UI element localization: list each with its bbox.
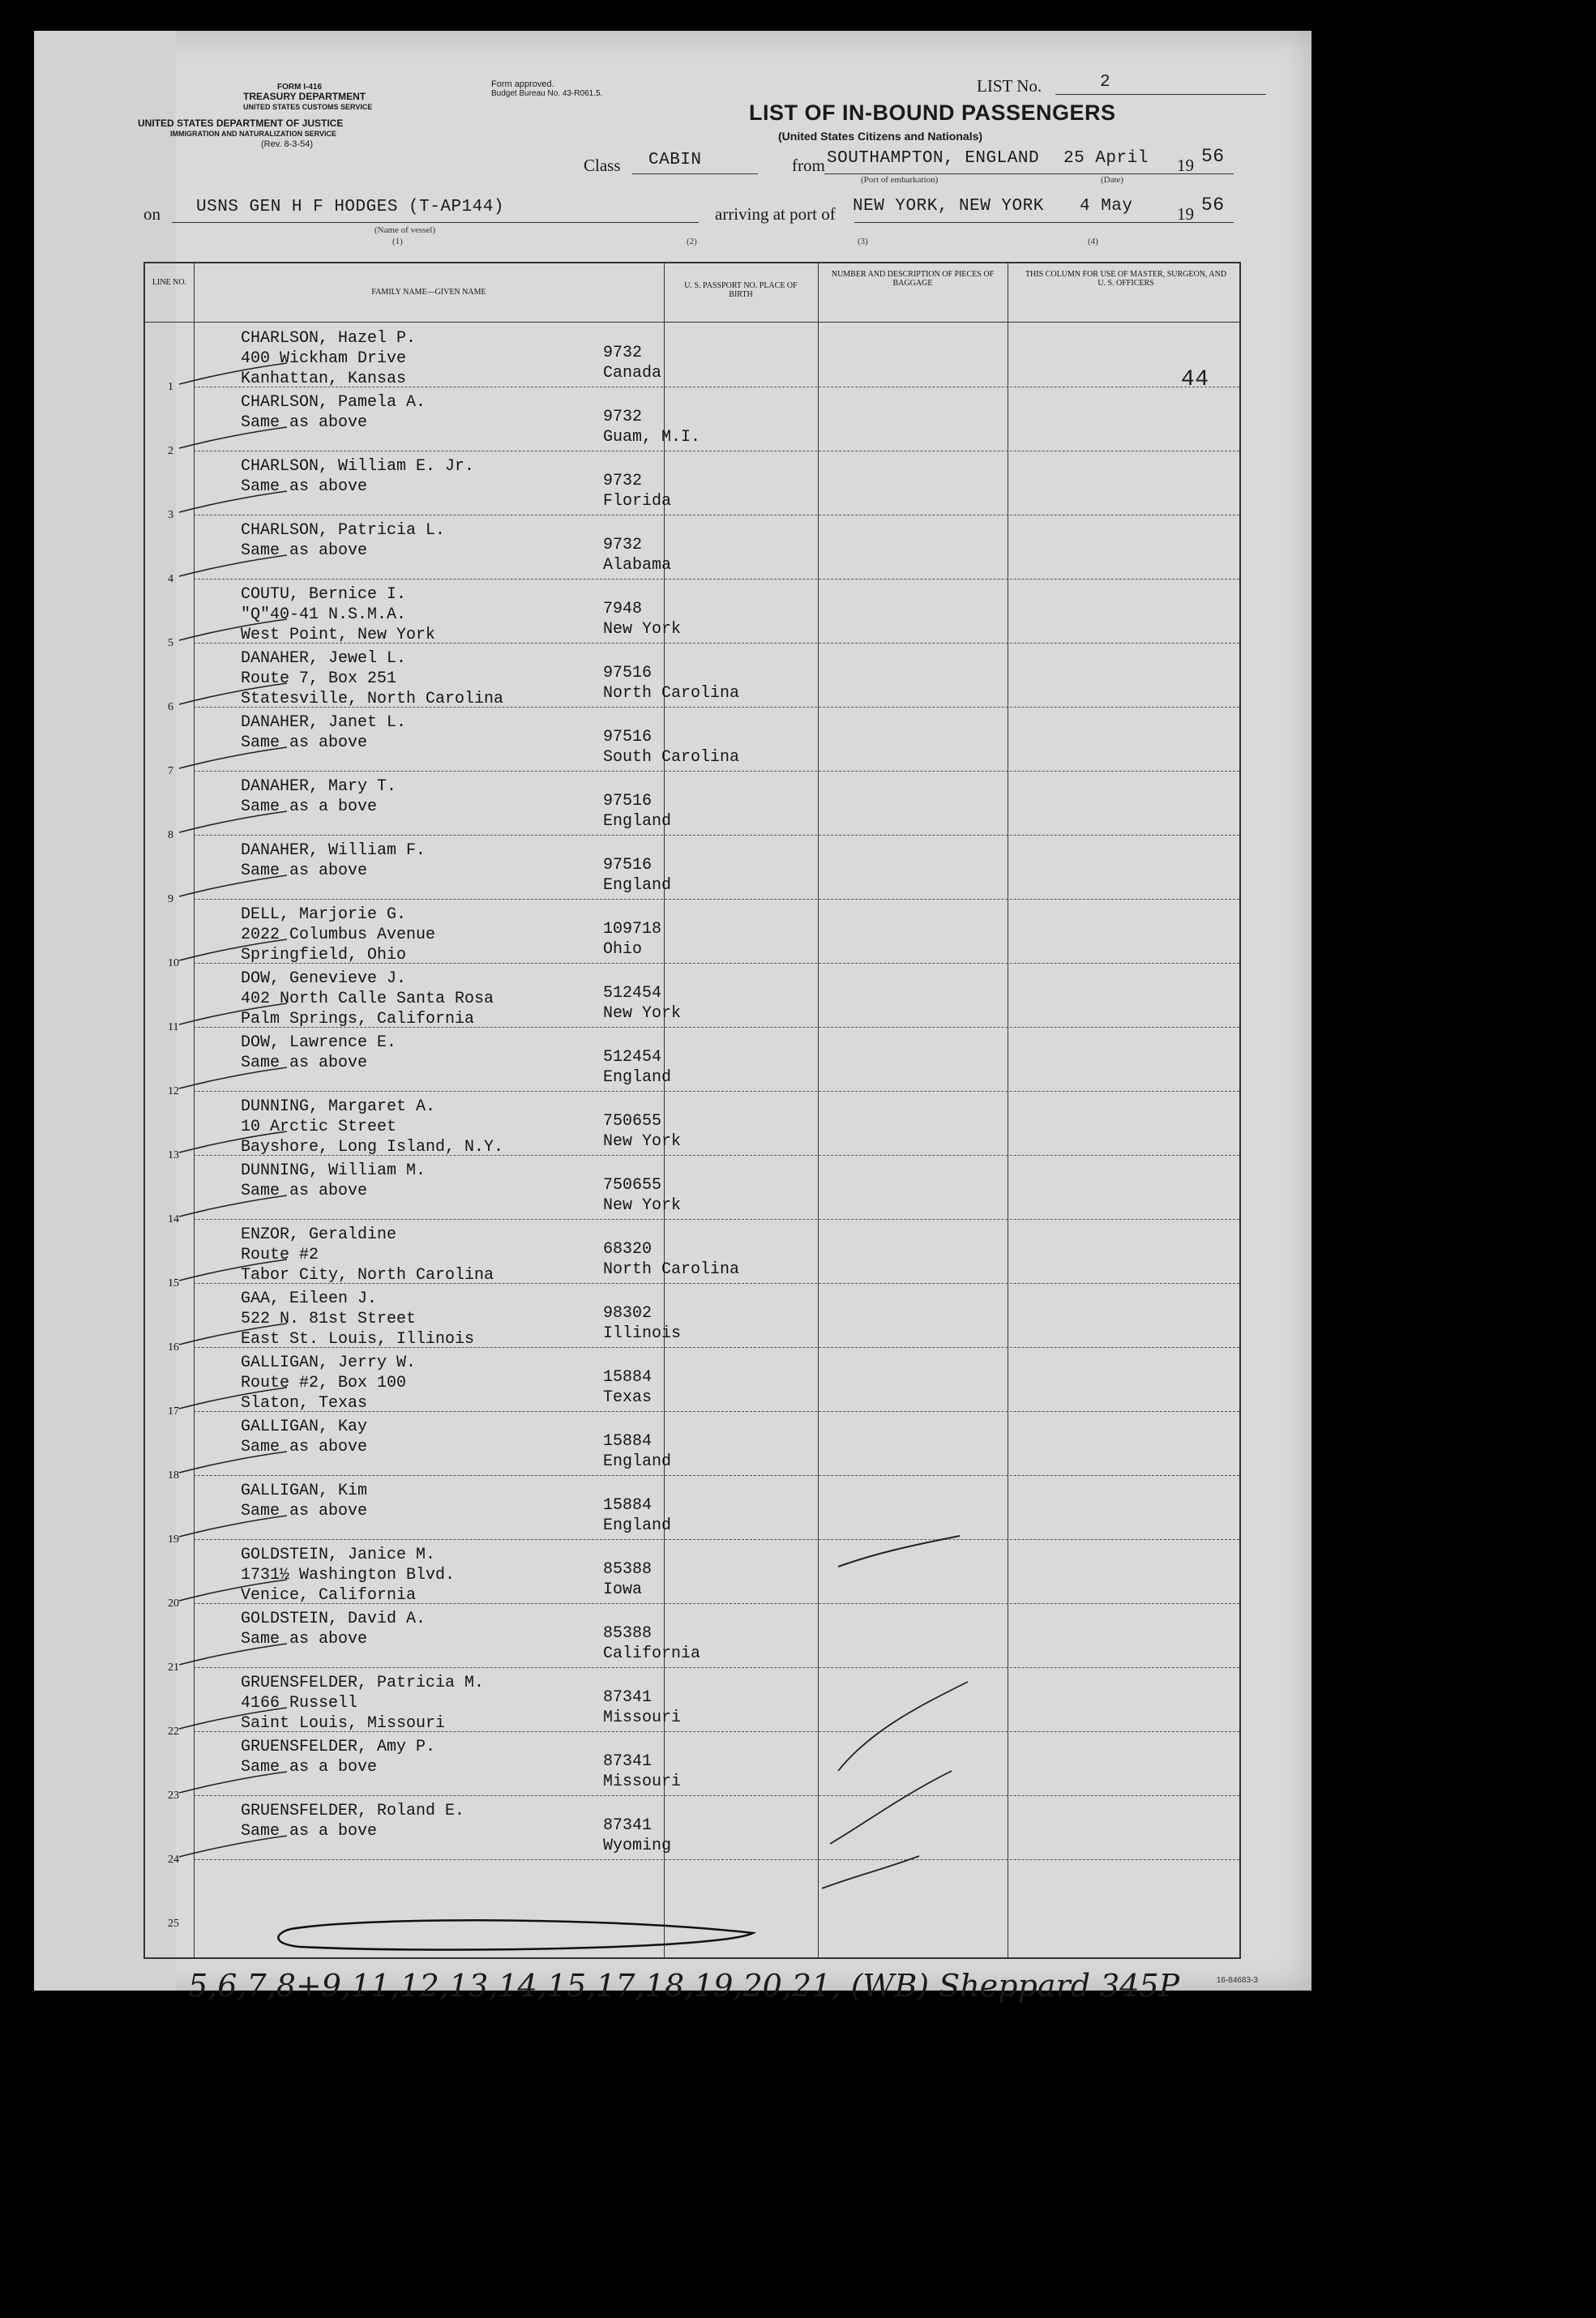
embark-port-note: (Port of embarkation)	[861, 175, 939, 185]
page-subtitle: (United States Citizens and Nationals)	[778, 130, 983, 143]
pencil-tick	[178, 810, 291, 834]
pencil-tick	[178, 361, 291, 386]
stamp-number: 44	[1181, 367, 1209, 392]
passenger-name-address: DELL, Marjorie G. 2022 Columbus Avenue Springfield, Ohio	[241, 905, 436, 964]
table-row	[145, 1284, 1239, 1354]
pencil-tick	[178, 1578, 291, 1602]
passport-birthplace: 87341 Wyoming	[603, 1816, 672, 1855]
arrival-date: 4 May	[1080, 197, 1133, 216]
line-number: 16	[168, 1341, 179, 1354]
header-name: FAMILY NAME—GIVEN NAME	[371, 288, 486, 297]
list-no-label: LIST No.	[977, 76, 1042, 96]
passport-birthplace: 7948 New York	[603, 600, 682, 639]
passport-birthplace: 15884 England	[603, 1432, 672, 1471]
table-row	[145, 900, 1239, 969]
header-line-no: LINE NO.	[152, 278, 187, 287]
passport-birthplace: 97516 South Carolina	[603, 728, 740, 767]
vessel-line	[172, 222, 699, 223]
passenger-name-address: GOLDSTEIN, David A. Same as above	[241, 1610, 426, 1649]
date-note: (Date)	[1101, 175, 1124, 185]
header-passport: U. S. PASSPORT NO. PLACE OF BIRTH	[684, 281, 798, 299]
pencil-tick	[178, 1450, 291, 1474]
form-approved: Form approved.	[491, 79, 554, 89]
table-row	[145, 1668, 1239, 1738]
pencil-tick	[178, 938, 291, 962]
passenger-name-address: GAA, Eileen J. 522 N. 81st Street East St. Louis, Illinois	[241, 1289, 475, 1349]
ins-service: IMMIGRATION AND NATURALIZATION SERVICE	[170, 130, 336, 138]
pencil-tick	[178, 554, 291, 578]
pencil-tick	[178, 1194, 291, 1218]
line-number: 10	[168, 957, 179, 969]
passenger-name-address: CHARLSON, William E. Jr. Same as above	[241, 457, 475, 496]
line-number: 8	[168, 829, 173, 841]
passenger-name-address: CHARLSON, Hazel P. 400 Wickham Drive Kanhattan, Kansas	[241, 329, 417, 388]
line-number: 5	[168, 637, 173, 649]
table-row	[145, 1540, 1239, 1610]
passenger-name-address: DUNNING, William M. Same as above	[241, 1161, 426, 1200]
table-row	[145, 580, 1239, 649]
table-row	[145, 708, 1239, 777]
passenger-name-address: DUNNING, Margaret A. 10 Arctic Street Bayshore, Long Island, N.Y.	[241, 1097, 504, 1157]
passenger-name-address: DOW, Lawrence E. Same as above	[241, 1033, 397, 1072]
passenger-name-address: GALLIGAN, Jerry W. Route #2, Box 100 Slaton, Texas	[241, 1354, 417, 1413]
pencil-tick	[178, 1002, 291, 1026]
table-row	[145, 1796, 1239, 1866]
passenger-name-address: GALLIGAN, Kay Same as above	[241, 1418, 368, 1456]
table-row	[145, 1732, 1239, 1802]
pencil-tick	[178, 1706, 291, 1730]
pencil-tick	[178, 1258, 291, 1282]
table-row	[145, 451, 1239, 521]
line-number: 18	[168, 1469, 179, 1482]
passport-birthplace: 87341 Missouri	[603, 1752, 682, 1791]
pencil-checkmarks	[822, 1528, 1065, 1949]
embark-port: SOUTHAMPTON, ENGLAND	[827, 149, 1040, 168]
passenger-name-address: DANAHER, Mary T. Same as a bove	[241, 777, 397, 816]
line-number: 2	[168, 445, 173, 457]
pencil-tick	[178, 1770, 291, 1794]
table-row	[145, 1412, 1239, 1482]
class-line	[632, 173, 758, 174]
passport-birthplace: 15884 England	[603, 1496, 672, 1535]
header-baggage: NUMBER AND DESCRIPTION OF PIECES OF BAGGAGE	[831, 270, 995, 288]
class-value: CABIN	[648, 151, 702, 169]
passport-birthplace: 9732 Canada	[603, 344, 662, 383]
passport-birthplace: 750655 New York	[603, 1112, 682, 1151]
pencil-tick	[178, 1834, 291, 1858]
table-row	[145, 1220, 1239, 1289]
passenger-name-address: DANAHER, William F. Same as above	[241, 841, 426, 880]
table-row	[145, 772, 1239, 841]
passport-birthplace: 87341 Missouri	[603, 1688, 682, 1727]
pencil-tick	[178, 1322, 291, 1346]
manifest-page	[34, 31, 1311, 2004]
table-row	[145, 1604, 1239, 1674]
pencil-tick	[178, 1642, 291, 1666]
revision: (Rev. 8-3-54)	[261, 139, 313, 149]
passenger-name-address: DANAHER, Janet L. Same as above	[241, 713, 407, 752]
embark-date: 25 April	[1063, 149, 1149, 168]
passport-birthplace: 97516 England	[603, 856, 672, 895]
passport-birthplace: 97516 North Carolina	[603, 664, 740, 703]
arrival-port: NEW YORK, NEW YORK	[853, 197, 1044, 216]
passport-birthplace: 9732 Florida	[603, 472, 672, 511]
line-number: 25	[168, 1918, 179, 1930]
table-row	[145, 964, 1239, 1033]
table-row	[145, 1348, 1239, 1418]
passenger-name-address: ENZOR, Geraldine Route #2 Tabor City, North Carolina	[241, 1225, 494, 1285]
passport-birthplace: 15884 Texas	[603, 1368, 653, 1407]
vessel-name: USNS GEN H F HODGES (T-AP144)	[196, 198, 504, 216]
passport-birthplace: 750655 New York	[603, 1176, 682, 1215]
col-num-4: (4)	[1088, 237, 1098, 246]
passenger-table	[143, 262, 1241, 1959]
line-number: 22	[168, 1726, 179, 1738]
table-row	[145, 515, 1239, 585]
line-number: 3	[168, 509, 173, 521]
line-number: 1	[168, 381, 173, 393]
table-row	[145, 644, 1239, 713]
pencil-tick	[178, 682, 291, 706]
table-row	[145, 1476, 1239, 1546]
dept-treasury: TREASURY DEPARTMENT	[243, 91, 366, 102]
line-number: 7	[168, 765, 173, 777]
budget-bureau: Budget Bureau No. 43-R061.5.	[491, 89, 603, 98]
line-number: 12	[168, 1085, 179, 1097]
line-number: 6	[168, 701, 173, 713]
table-row	[145, 1092, 1239, 1161]
table-row	[145, 836, 1239, 905]
pencil-tick	[178, 426, 291, 450]
col-num-2: (2)	[687, 237, 697, 246]
line-number: 17	[168, 1405, 179, 1418]
from-line	[824, 173, 1234, 174]
passport-birthplace: 512454 England	[603, 1048, 672, 1087]
pencil-tick	[178, 1514, 291, 1538]
passenger-name-address: COUTU, Bernice I. "Q"40-41 N.S.M.A. West Point, New York	[241, 585, 436, 644]
table-row	[145, 1028, 1239, 1097]
passport-birthplace: 9732 Alabama	[603, 536, 672, 575]
passenger-name-address: DOW, Genevieve J. 402 North Calle Santa Rosa Palm Springs, California	[241, 969, 494, 1029]
passport-birthplace: 9732 Guam, M.I.	[603, 408, 701, 447]
passenger-name-address: GOLDSTEIN, Janice M. 1731½ Washington Blvd. Venice, California	[241, 1546, 456, 1605]
oval-scribble	[267, 1913, 769, 1957]
passenger-name-address: CHARLSON, Pamela A. Same as above	[241, 393, 426, 432]
passport-birthplace: 85388 Iowa	[603, 1560, 653, 1599]
passenger-name-address: GRUENSFELDER, Patricia M. 4166 Russell Saint Louis, Missouri	[241, 1674, 485, 1733]
passport-birthplace: 98302 Illinois	[603, 1304, 682, 1343]
pencil-tick	[178, 618, 291, 642]
line-number: 4	[168, 573, 173, 585]
on-label: on	[143, 204, 160, 224]
passport-birthplace: 85388 California	[603, 1624, 701, 1663]
passenger-name-address: DANAHER, Jewel L. Route 7, Box 251 Statesville, North Carolina	[241, 649, 504, 708]
pencil-tick	[178, 874, 291, 898]
line-number: 9	[168, 893, 173, 905]
table-row	[145, 323, 1239, 393]
handwritten-annotation: 5,6,7,8+9,11,12,13,14,15,17,18,19,20,21, (WB) Sheppard 345P	[188, 1968, 1180, 2004]
arrival-year: 56	[1201, 195, 1225, 216]
header-officers: THIS COLUMN FOR USE OF MASTER, SURGEON, AND U. S. OFFICERS	[1025, 270, 1227, 288]
pencil-tick	[178, 1066, 291, 1090]
passenger-name-address: GRUENSFELDER, Roland E. Same as a bove	[241, 1802, 465, 1841]
col-num-1: (1)	[392, 237, 403, 246]
year-prefix-1: 19	[1177, 156, 1194, 175]
line-number: 20	[168, 1597, 179, 1610]
line-number: 15	[168, 1277, 179, 1289]
year-prefix-2: 19	[1177, 204, 1194, 224]
page-title: LIST OF IN-BOUND PASSENGERS	[749, 101, 1116, 125]
customs-service: UNITED STATES CUSTOMS SERVICE	[243, 103, 373, 111]
passenger-name-address: CHARLSON, Patricia L. Same as above	[241, 521, 446, 560]
embark-year: 56	[1201, 146, 1225, 167]
passport-birthplace: 512454 New York	[603, 984, 682, 1023]
pencil-tick	[178, 746, 291, 770]
class-label: Class	[584, 156, 621, 175]
passport-birthplace: 109718 Ohio	[603, 920, 662, 959]
table-row	[145, 387, 1239, 457]
vessel-note: (Name of vessel)	[374, 225, 436, 235]
col-num-3: (3)	[858, 237, 868, 246]
line-number: 11	[168, 1021, 179, 1033]
line-number: 23	[168, 1790, 179, 1802]
passenger-name-address: GALLIGAN, Kim Same as above	[241, 1482, 368, 1520]
form-code: 16-84683-3	[1216, 1976, 1258, 1985]
list-no-value: 2	[1100, 73, 1111, 92]
pencil-tick	[178, 1130, 291, 1154]
dept-justice: UNITED STATES DEPARTMENT OF JUSTICE	[138, 118, 344, 129]
line-number: 14	[168, 1213, 179, 1225]
pencil-tick	[178, 490, 291, 514]
passport-birthplace: 97516 England	[603, 792, 672, 831]
header-rule	[145, 322, 1239, 323]
form-id: FORM I-416	[277, 83, 323, 92]
line-number: 19	[168, 1533, 179, 1546]
passport-birthplace: 68320 North Carolina	[603, 1240, 740, 1279]
list-no-line	[1055, 94, 1266, 95]
from-label: from	[792, 156, 825, 175]
arriving-label: arriving at port of	[715, 204, 836, 224]
line-number: 13	[168, 1149, 179, 1161]
line-number: 21	[168, 1662, 179, 1674]
line-number: 24	[168, 1854, 179, 1866]
table-row	[145, 1156, 1239, 1225]
pencil-tick	[178, 1386, 291, 1410]
passenger-name-address: GRUENSFELDER, Amy P. Same as a bove	[241, 1738, 436, 1777]
